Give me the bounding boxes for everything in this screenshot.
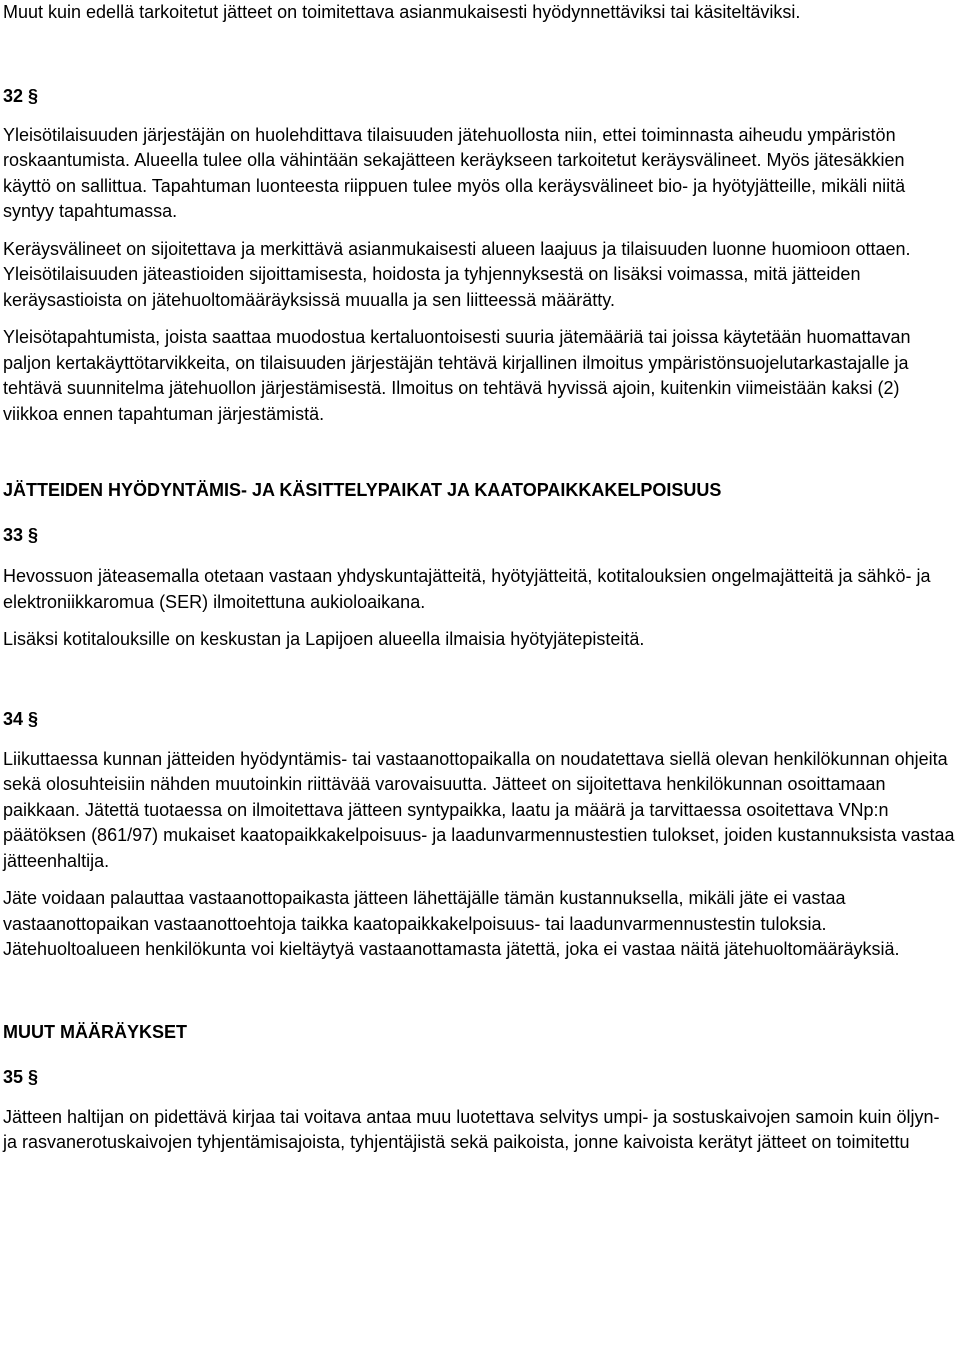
document-page: [3, 0, 957, 1156]
section-33-paragraph-1: Hevossuon jäteasemalla otetaan vastaan yhdyskuntajätteitä, hyötyjätteitä, kotitalouksien ongelmajätteitä ja sähkö- ja elektroniikkaromua (SER) ilmoitettuna aukioloaikana.: [3, 566, 931, 612]
section-32-number: 32 §: [3, 85, 39, 106]
section-32-paragraph-1: Yleisötilaisuuden järjestäjän on huolehdittava tilaisuuden jätehuollosta niin, ettei toiminnasta aiheudu ympäristön roskaantumista. Alueella tulee olla vähintään sekajätteen keräykseen tarkoitetut keräysvälineet. Myös jätesäkkien käyttö on sallittua. Tapahtuman luonteesta riippuen tulee myös olla keräysvälineet bio- ja hyötyjätteille, mikäli niitä syntyy tapahtumassa.: [3, 124, 906, 221]
section-35-paragraph-1: Jätteen haltijan on pidettävä kirjaa tai voitava antaa muu luotettava selvitys umpi- ja sostuskaivojen samoin kuin öljyn- ja rasvanerotuskaivojen tyhjentämisajoista, tyhjentäjistä sekä paikoista, jonne kaivoista kerätyt jätteet on toimitettu: [3, 1106, 940, 1152]
section-33-number: 33 §: [3, 525, 39, 545]
intro-paragraph: Muut kuin edellä tarkoitetut jätteet on toimitettava asianmukaisesti hyödynnettäviksi tai käsiteltäviksi.: [3, 2, 801, 22]
section-33-paragraph-2: Lisäksi kotitalouksille on keskustan ja Lapijoen alueella ilmaisia hyötyjätepisteitä.: [3, 629, 645, 649]
section-34-paragraph-2: Jäte voidaan palauttaa vastaanottopaikasta jätteen lähettäjälle tämän kustannuksella, mikäli jäte ei vastaa vastaanottopaikan vastaanottoehtoja taikka kaatopaikkakelpoisuus- tai laadunvarmennustestin tuloksia. Jätehuoltoalueen henkilökunta voi kieltäytyä vastaanottamasta jätettä, joka ei vastaa näitä jätehuoltomääräyksiä.: [3, 888, 900, 959]
section-34-number: 34 §: [3, 708, 39, 729]
section-heading-waste-sites: JÄTTEIDEN HYÖDYNTÄMIS- JA KÄSITTELYPAIKAT JA KAATOPAIKKAKELPOISUUS: [3, 480, 722, 500]
section-35-number: 35 §: [3, 1066, 39, 1087]
section-32-paragraph-2: Keräysvälineet on sijoitettava ja merkittävä asianmukaisesti alueen laajuus ja tilaisuuden luonne huomioon ottaen. Yleisötilaisuuden jäteastioiden sijoittamisesta, hoidosta ja tyhjennyksestä on lisäksi voimassa, mitä jätteiden keräysastioista on jätehuoltomääräyksissä muualla ja sen liitteessä määrätty.: [3, 238, 911, 310]
section-34-paragraph-1: Liikuttaessa kunnan jätteiden hyödyntämis- tai vastaanottopaikalla on noudatettava siellä olevan henkilökunnan ohjeita sekä olosuhteisiin nähden muutoinkin riittävää varovaisuutta. Jätteet on sijoitettava henkilökunnan osoittamaan paikkaan. Jätettä tuotaessa on ilmoitettava jätteen syntypaikka, laatu ja määrä ja tarvittaessa osoitettava VNp:n päätöksen (861/97) mukaiset kaatopaikkakelpoisuus- ja laadunvarmennustestien tulokset, joiden kustannuksista vastaa jätteenhaltija.: [3, 748, 955, 871]
section-heading-other-rules: MUUT MÄÄRÄYKSET: [3, 1021, 187, 1042]
section-32-paragraph-3: Yleisötapahtumista, joista saattaa muodostua kertaluontoisesti suuria jätemääriä tai joissa käytetään huomattavan paljon kertakäyttötarvikkeita, on tilaisuuden järjestäjän tehtävä kirjallinen ilmoitus ympäristönsuojelutarkastajalle ja tehtävä suunnitelma jätehuollon järjestämisestä. Ilmoitus on tehtävä hyvissä ajoin, kuitenkin viimeistään kaksi (2) viikkoa ennen tapahtuman järjestämistä.: [3, 327, 911, 424]
